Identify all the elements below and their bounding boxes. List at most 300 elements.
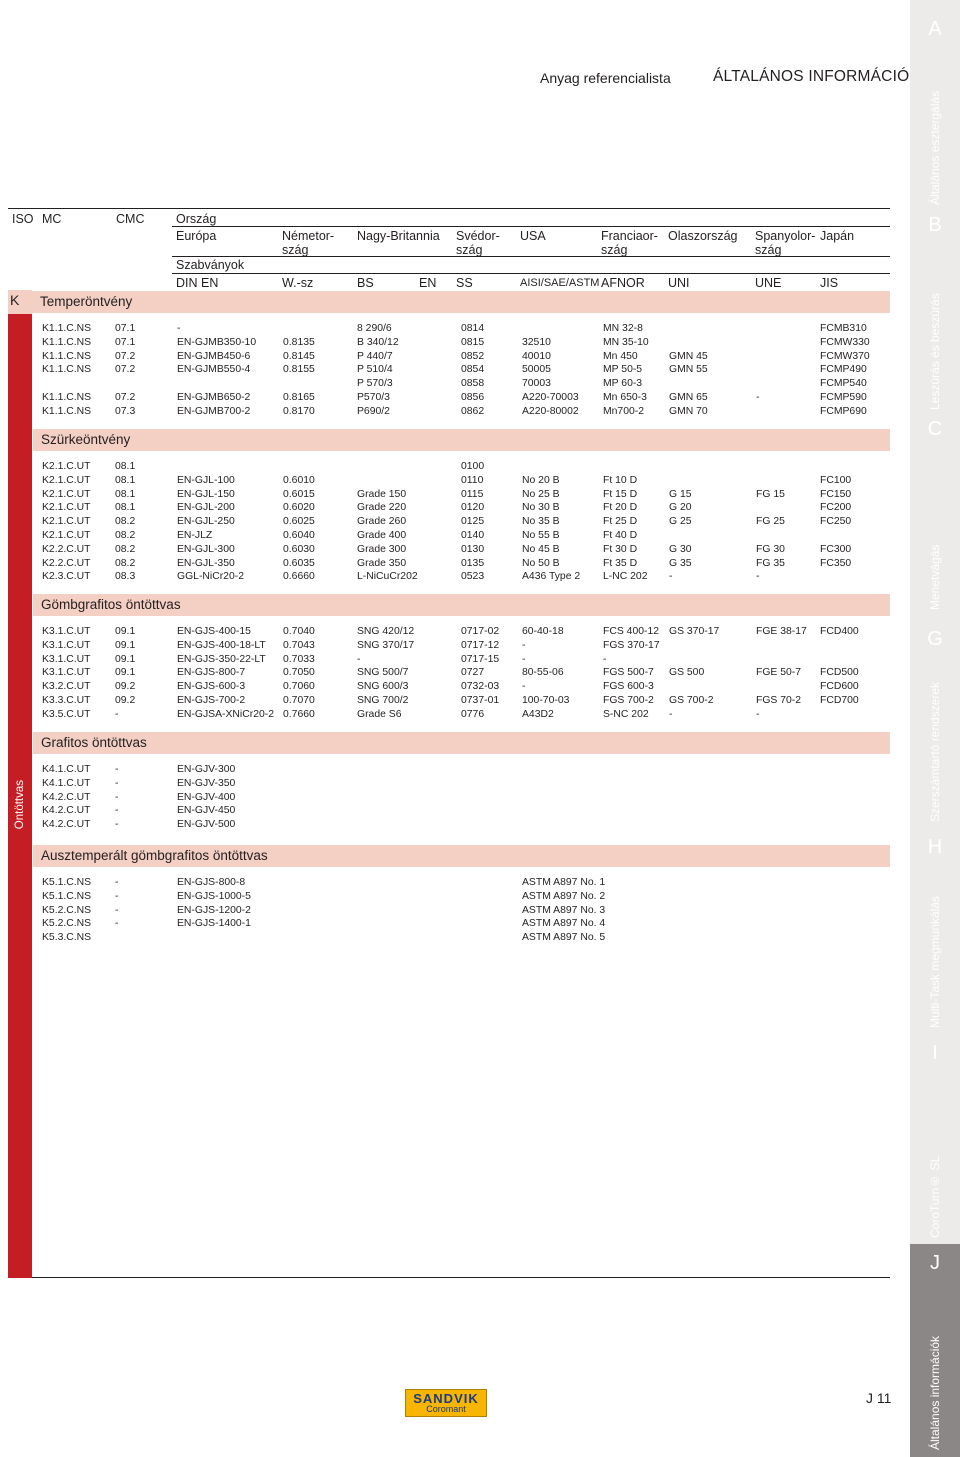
thumb-tab-letter-b[interactable]: B — [928, 214, 942, 236]
table-cell: K1.1.C.NS — [42, 392, 92, 403]
thumb-tab-letter-h[interactable]: H — [927, 836, 943, 858]
table-cell: EN-GJS-1000-5 — [177, 890, 251, 902]
table-cell: SNG 500/7 — [357, 667, 409, 679]
table-cell: 0717-12 — [461, 639, 500, 651]
std-col-label: AFNOR — [601, 276, 645, 290]
table-cell: 08.1 — [115, 474, 136, 486]
table-cell: No 20 B — [522, 474, 560, 486]
section-title: Szürkeöntvény — [41, 432, 131, 447]
logo-name: SANDVIK — [413, 1391, 479, 1406]
table-cell: ASTM A897 No. 5 — [522, 932, 606, 944]
table-cell: - — [522, 639, 526, 651]
table-cell: 0.8165 — [283, 392, 315, 403]
table-cell: 0.6015 — [283, 488, 315, 500]
thumb-tab-letter-c[interactable]: C — [927, 418, 943, 440]
table-cell: 0110 — [461, 474, 484, 486]
table-cell: 0.6020 — [283, 502, 315, 514]
table-cell: GMN 55 — [669, 364, 708, 376]
col-orszag: Ország — [176, 212, 217, 226]
table-cell: GMN 65 — [669, 392, 708, 403]
table-cell: 0852 — [461, 350, 485, 362]
table-cell: K1.1.C.NS — [42, 350, 92, 362]
table-cell: 0.7060 — [283, 681, 315, 693]
section-title: Temperöntvény — [40, 294, 133, 309]
table-cell: No 55 B — [522, 530, 560, 541]
table-cell: 0862 — [461, 405, 485, 417]
section-title: Ausztemperált gömbgrafitos öntöttvas — [41, 848, 268, 863]
logo-sub: Coromant — [426, 1404, 466, 1414]
table-cell: 0858 — [461, 378, 485, 390]
table-cell: - — [115, 819, 119, 831]
table-cell: A220-80002 — [522, 405, 579, 417]
table-cell: No 45 B — [522, 543, 560, 555]
table-cell: FCMP490 — [820, 364, 867, 376]
table-cell: - — [115, 777, 119, 789]
thumb-tab-letter-a[interactable]: A — [928, 18, 942, 40]
table-cell: No 35 B — [522, 516, 560, 528]
table-cell: 0.8170 — [283, 405, 315, 417]
col-mc: MC — [42, 212, 62, 226]
thumb-tab-letter-j[interactable]: J — [930, 1252, 940, 1274]
table-cell: K2.1.C.UT — [42, 530, 91, 541]
table-cell: EN-GJV-300 — [177, 764, 236, 775]
table-cell: No 50 B — [522, 557, 560, 569]
table-cell: 0717-02 — [461, 626, 500, 637]
table-cell: K1.1.C.NS — [42, 405, 92, 417]
table-cell: - — [115, 890, 119, 902]
table-cell: 0.6035 — [283, 557, 315, 569]
table-cell: K4.2.C.UT — [42, 791, 91, 803]
col-iso: ISO — [12, 212, 34, 226]
table-cell: 0.7040 — [283, 626, 315, 637]
table-cell: Mn700-2 — [603, 405, 645, 417]
table-cell: Ft 30 D — [603, 543, 638, 555]
table-cell: - — [669, 708, 673, 720]
table-cell: K4.1.C.UT — [42, 764, 91, 775]
table-cell: EN-GJV-450 — [177, 805, 236, 817]
table-cell: GS 700-2 — [669, 695, 714, 706]
table-cell: K3.1.C.UT — [42, 639, 91, 651]
table-cell: 0.8155 — [283, 364, 315, 376]
table-cell: Grade 350 — [357, 557, 407, 569]
table-cell: K5.3.C.NS — [42, 932, 92, 944]
table-cell: EN-GJL-300 — [177, 543, 235, 555]
table-cell: 40010 — [522, 350, 551, 362]
table-cell: - — [357, 653, 361, 665]
table-cell: 80-55-06 — [522, 667, 564, 679]
table-cell: 0125 — [461, 516, 485, 528]
szabvanyok-label: Szabványok — [176, 258, 245, 272]
table-cell: K5.1.C.NS — [42, 890, 92, 902]
table-cell: EN-GJSA-XNiCr20-2 — [177, 708, 274, 720]
table-cell: Grade 220 — [357, 502, 407, 514]
table-cell: FC150 — [820, 488, 852, 500]
table-cell: MN 32-8 — [603, 323, 643, 334]
table-cell: EN-GJV-400 — [177, 791, 236, 803]
table-cell: Grade 150 — [357, 488, 407, 500]
table-cell: 0854 — [461, 364, 485, 376]
table-cell: K2.2.C.UT — [42, 557, 91, 569]
table-cell: Mn 450 — [603, 350, 638, 362]
table-cell: 0100 — [461, 461, 485, 472]
table-cell: K2.1.C.UT — [42, 488, 91, 500]
thumb-tab-label: Általános esztergálás — [928, 90, 942, 205]
table-cell: K5.2.C.NS — [42, 904, 92, 916]
table-cell: S-NC 202 — [603, 708, 649, 720]
table-cell: FGS 70-2 — [756, 695, 802, 706]
table-cell: P 440/7 — [357, 350, 393, 362]
table-cell: K4.2.C.UT — [42, 805, 91, 817]
thumb-tab-label: Szerszámtartó rendszerek — [928, 681, 942, 822]
table-cell: 07.1 — [115, 323, 136, 334]
table-cell: 09.1 — [115, 626, 136, 637]
table-cell: G 20 — [669, 502, 692, 514]
table-cell: EN-GJS-400-15 — [177, 626, 251, 637]
thumb-tab-label: Multi-Task megmunkálás — [928, 895, 942, 1028]
header-rule-2 — [172, 226, 890, 227]
table-cell: K1.1.C.NS — [42, 336, 92, 348]
section-header — [33, 732, 890, 754]
table-cell: - — [756, 571, 760, 583]
table-cell: MP 60-3 — [603, 378, 643, 390]
std-col-label: W.-sz — [282, 276, 314, 290]
table-cell: FG 30 — [756, 543, 785, 555]
table-cell: G 25 — [669, 516, 692, 528]
table-cell: FCD700 — [820, 695, 859, 706]
table-cell: GMN 70 — [669, 405, 708, 417]
table-cell: EN-GJMB450-6 — [177, 350, 251, 362]
table-cell: K4.1.C.UT — [42, 777, 91, 789]
std-col-label: DIN EN — [176, 276, 219, 290]
table-cell: 0737-01 — [461, 695, 500, 706]
table-cell: K1.1.C.NS — [42, 323, 92, 334]
table-bottom-rule — [32, 1277, 890, 1278]
section-title: Gömbgrafitos öntöttvas — [41, 597, 181, 612]
table-cell: 0.6040 — [283, 530, 315, 541]
table-cell: 09.1 — [115, 667, 136, 679]
std-col-label: EN — [419, 276, 437, 290]
table-cell: Ft 35 D — [603, 557, 638, 569]
table-cell: K1.1.C.NS — [42, 364, 92, 376]
col-usa: USA — [520, 229, 546, 243]
thumb-tab-letter-g[interactable]: G — [927, 628, 943, 650]
table-cell: 0.6030 — [283, 543, 315, 555]
col-nagybrit: Nagy-Britannia — [357, 229, 440, 243]
table-cell: B 340/12 — [357, 336, 399, 348]
table-cell: K3.2.C.UT — [42, 681, 91, 693]
table-cell: - — [115, 904, 119, 916]
table-cell: ASTM A897 No. 4 — [522, 918, 606, 930]
table-cell: EN-GJL-250 — [177, 516, 235, 528]
std-col-label: AISI/SAE/ASTM — [520, 277, 600, 289]
table-cell: FG 15 — [756, 488, 785, 500]
table-cell: EN-JLZ — [177, 530, 213, 541]
table-cell: P690/2 — [357, 405, 390, 417]
table-cell: EN-GJMB700-2 — [177, 405, 251, 417]
table-cell: 08.2 — [115, 516, 136, 528]
section-header — [32, 291, 890, 313]
table-cell: FC350 — [820, 557, 852, 569]
table-cell: 0717-15 — [461, 653, 500, 665]
table-cell: MP 50-5 — [603, 364, 643, 376]
table-cell: - — [522, 653, 526, 665]
table-cell: 09.2 — [115, 681, 136, 693]
col-spany: Spanyolor- szág — [755, 229, 816, 257]
table-cell: 8 290/6 — [357, 323, 392, 334]
table-cell: 32510 — [522, 336, 551, 348]
table-cell: K3.5.C.UT — [42, 708, 91, 720]
table-cell: Grade 260 — [357, 516, 407, 528]
table-cell: ASTM A897 No. 1 — [522, 877, 606, 888]
table-cell: 0140 — [461, 530, 485, 541]
thumb-tab-label: CoroTurn® SL — [928, 1155, 942, 1238]
table-cell: 60-40-18 — [522, 626, 564, 637]
table-cell: - — [115, 877, 119, 888]
std-col-label: BS — [357, 276, 374, 290]
table-cell: 07.1 — [115, 336, 136, 348]
table-cell: FCMW330 — [820, 336, 870, 348]
side-band-letter: K — [10, 292, 20, 308]
table-cell: 0.7660 — [283, 708, 315, 720]
table-cell: A436 Type 2 — [522, 571, 581, 583]
col-francia: Franciaor- szág — [601, 229, 658, 257]
table-cell: EN-GJV-350 — [177, 777, 236, 789]
col-europa: Európa — [176, 229, 217, 243]
table-cell: L-NC 202 — [603, 571, 648, 583]
table-cell: FG 25 — [756, 516, 785, 528]
table-cell: EN-GJL-150 — [177, 488, 235, 500]
table-cell: 0135 — [461, 557, 485, 569]
table-cell: K2.1.C.UT — [42, 516, 91, 528]
table-cell: - — [177, 323, 181, 334]
table-cell: 0856 — [461, 392, 485, 403]
table-cell: GS 370-17 — [669, 626, 720, 637]
table-cell: FGS 370-17 — [603, 639, 660, 651]
thumb-tab-label: Menetvágás — [928, 544, 942, 610]
table-cell: EN-GJMB350-10 — [177, 336, 257, 348]
table-cell: EN-GJL-350 — [177, 557, 235, 569]
table-cell: K3.1.C.UT — [42, 653, 91, 665]
table-cell: Ft 20 D — [603, 502, 638, 514]
header-rule-top — [8, 208, 890, 209]
std-col-label: JIS — [820, 276, 839, 290]
table-cell: 0727 — [461, 667, 485, 679]
table-cell: SNG 420/12 — [357, 626, 415, 637]
table-cell: P 510/4 — [357, 364, 393, 376]
table-cell: 0815 — [461, 336, 485, 348]
table-cell: Ft 25 D — [603, 516, 638, 528]
table-cell: SNG 370/17 — [357, 639, 415, 651]
table-cell: P 570/3 — [357, 378, 393, 390]
table-cell: 0523 — [461, 571, 485, 583]
page-header-left: Anyag referencialista — [540, 70, 671, 86]
table-cell: K2.1.C.UT — [42, 502, 91, 514]
table-cell: No 30 B — [522, 502, 560, 514]
table-cell: 07.2 — [115, 392, 136, 403]
table-cell: EN-GJS-700-2 — [177, 695, 246, 706]
table-cell: FCD600 — [820, 681, 859, 693]
table-cell: Grade 300 — [357, 543, 407, 555]
table-cell: ASTM A897 No. 2 — [522, 890, 606, 902]
table-cell: - — [115, 791, 119, 803]
table-cell: 0.7043 — [283, 639, 315, 651]
table-cell: FGS 600-3 — [603, 681, 654, 693]
table-cell: MN 35-10 — [603, 336, 649, 348]
table-cell: 08.3 — [115, 571, 136, 583]
table-cell: GMN 45 — [669, 350, 708, 362]
table-cell: 0776 — [461, 708, 485, 720]
table-cell: 09.2 — [115, 695, 136, 706]
section-header — [33, 594, 890, 616]
table-cell: EN-GJL-200 — [177, 502, 235, 514]
table-cell: K2.1.C.UT — [42, 474, 91, 486]
table-cell: - — [669, 571, 673, 583]
std-col-label: UNI — [668, 276, 690, 290]
table-cell: 0.7033 — [283, 653, 315, 665]
table-cell: Ft 10 D — [603, 474, 638, 486]
table-cell: P570/3 — [357, 392, 390, 403]
table-cell: K2.2.C.UT — [42, 543, 91, 555]
table-cell: A43D2 — [522, 708, 554, 720]
table-cell: A220-70003 — [522, 392, 579, 403]
table-cell: Ft 40 D — [603, 530, 638, 541]
col-cmc: CMC — [116, 212, 145, 226]
table-cell: EN-GJS-1200-2 — [177, 904, 251, 916]
table-cell: 0814 — [461, 323, 485, 334]
table-cell: Mn 650-3 — [603, 392, 647, 403]
table-cell: 70003 — [522, 378, 551, 390]
table-cell: 09.1 — [115, 639, 136, 651]
table-cell: EN-GJMB650-2 — [177, 392, 251, 403]
section-header — [33, 845, 890, 867]
std-col-label: UNE — [755, 276, 782, 290]
table-cell: G 30 — [669, 543, 692, 555]
thumb-index — [910, 0, 960, 1457]
table-cell: 08.2 — [115, 543, 136, 555]
table-cell: - — [756, 708, 760, 720]
thumb-tab-label: Leszúrás és beszúrás — [928, 293, 942, 410]
table-cell: FGE 50-7 — [756, 667, 802, 679]
col-olasz: Olaszország — [668, 229, 738, 243]
table-cell: EN-GJL-100 — [177, 474, 235, 486]
sandvik-logo — [405, 1389, 487, 1417]
table-cell: SNG 600/3 — [357, 681, 409, 693]
table-cell: EN-GJS-1400-1 — [177, 918, 251, 930]
table-cell: 08.1 — [115, 488, 136, 500]
table-cell: EN-GJV-500 — [177, 819, 236, 831]
table-cell: FGS 700-2 — [603, 695, 654, 706]
table-cell: K3.1.C.UT — [42, 667, 91, 679]
table-cell: - — [756, 392, 760, 403]
table-cell: L-NiCuCr202 — [357, 571, 418, 583]
table-cell: 0732-03 — [461, 681, 500, 693]
table-cell: 08.1 — [115, 461, 136, 472]
table-cell: ASTM A897 No. 3 — [522, 904, 606, 916]
table-cell: 07.2 — [115, 350, 136, 362]
table-cell: K4.2.C.UT — [42, 819, 91, 831]
table-cell: Grade 400 — [357, 530, 407, 541]
table-cell: 0.8145 — [283, 350, 315, 362]
table-cell: FCS 400-12 — [603, 626, 660, 637]
table-cell: FCMP690 — [820, 405, 867, 417]
col-japan: Japán — [820, 229, 855, 243]
table-cell: FC100 — [820, 474, 852, 486]
table-cell: 0.6010 — [283, 474, 315, 486]
table-cell: - — [115, 764, 119, 775]
table-cell: 0120 — [461, 502, 485, 514]
table-cell: 09.1 — [115, 653, 136, 665]
table-cell: K3.1.C.UT — [42, 626, 91, 637]
table-cell: Grade S6 — [357, 708, 402, 720]
table-cell: 08.1 — [115, 502, 136, 514]
table-cell: SNG 700/2 — [357, 695, 409, 706]
thumb-tab-label: Általános információk — [928, 1335, 942, 1450]
table-cell: K5.2.C.NS — [42, 918, 92, 930]
table-cell: 50005 — [522, 364, 551, 376]
table-cell: FCMW370 — [820, 350, 870, 362]
side-band-label: Öntöttvas — [14, 780, 26, 830]
page-header-right: ÁLTALÁNOS INFORMÁCIÓ — [713, 68, 910, 85]
table-cell: EN-GJS-400-18-LT — [177, 639, 266, 651]
table-cell: 0.7070 — [283, 695, 315, 706]
table-cell: EN-GJS-600-3 — [177, 681, 246, 693]
table-cell: 07.2 — [115, 364, 136, 376]
header-rule-3 — [172, 256, 890, 257]
table-cell: EN-GJS-350-22-LT — [177, 653, 266, 665]
table-cell: K2.1.C.UT — [42, 461, 91, 472]
table-cell: 0.8135 — [283, 336, 315, 348]
table-cell: FCMB310 — [820, 323, 867, 334]
table-cell: GGL-NiCr20-2 — [177, 571, 244, 583]
col-sved: Svédor- szág — [456, 229, 500, 257]
table-cell: - — [115, 805, 119, 817]
table-cell: K2.3.C.UT — [42, 571, 91, 583]
page-number: J 11 — [866, 1390, 892, 1406]
table-cell: 0115 — [461, 488, 484, 500]
table-cell: FGS 500-7 — [603, 667, 654, 679]
table-cell: FCD500 — [820, 667, 859, 679]
table-cell: 100-70-03 — [522, 695, 570, 706]
table-cell: 0130 — [461, 543, 485, 555]
table-cell: GS 500 — [669, 667, 705, 679]
header-rule-4 — [172, 273, 890, 274]
thumb-tab-letter-i[interactable]: I — [932, 1042, 938, 1064]
table-cell: - — [522, 681, 526, 693]
table-cell: - — [115, 708, 119, 720]
table-cell: G 15 — [669, 488, 692, 500]
table-cell: FC300 — [820, 543, 852, 555]
table-cell: FGE 38-17 — [756, 626, 807, 637]
table-cell: K5.1.C.NS — [42, 877, 92, 888]
table-cell: 07.3 — [115, 405, 136, 417]
table-cell: No 25 B — [522, 488, 560, 500]
table-cell: FG 35 — [756, 557, 785, 569]
col-nemet: Németor- szág — [282, 229, 335, 257]
table-cell: 0.6025 — [283, 516, 315, 528]
table-cell: 0.7050 — [283, 667, 315, 679]
table-cell: FC250 — [820, 516, 852, 528]
table-cell: FC200 — [820, 502, 852, 514]
table-cell: 08.2 — [115, 530, 136, 541]
section-header — [33, 429, 890, 451]
table-cell: EN-GJS-800-7 — [177, 667, 246, 679]
table-cell: - — [603, 653, 607, 665]
table-cell: G 35 — [669, 557, 692, 569]
table-cell: FCMP590 — [820, 392, 867, 403]
table-cell: - — [115, 918, 119, 930]
table-cell: 0.6660 — [283, 571, 315, 583]
std-col-label: SS — [456, 276, 473, 290]
